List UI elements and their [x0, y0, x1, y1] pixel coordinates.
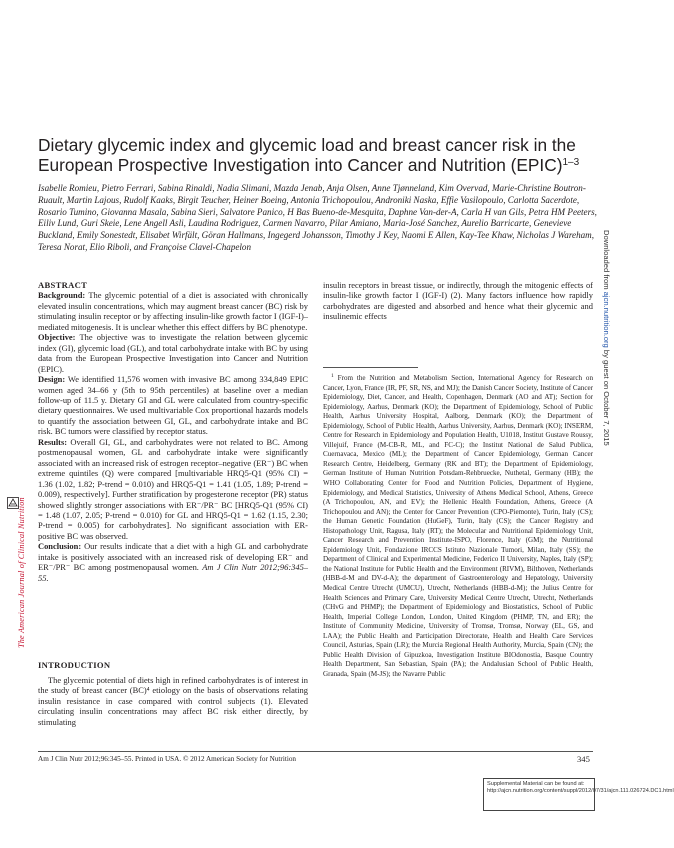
abstract-heading: ABSTRACT [38, 280, 88, 290]
download-notice [602, 230, 623, 560]
supplemental-material-box[interactable]: Supplemental Material can be found at: http://ajcn.nutrition.org/content/suppl/2012/07/31/ajcn.111.026724.DC1.html [483, 778, 595, 811]
footnote-mark: 1 [331, 373, 334, 379]
abstract-citation: Am J Clin Nutr 2012;96:345–55. [38, 562, 309, 583]
abstract-results: Results: Overall GI, GL, and carbohydrates were not related to BC. Among postmenopausal women, GL and carbohydrate intake were significantly associated with an increased risk of estrogen receptor–negative (ER⁻) BC when extreme quintiles (Q) were compared [multivariable HRQ5-Q1 (95% CI) = 1.36 (1.02, 1.82; P-trend = 0.010) and HRQ5-Q1 = 1.41 (1.05, 1.89; P-trend = 0.009), respectively]. Further stratification by progesterone receptor (PR) status showed slightly stronger associations with ER⁻/PR⁻ BC [HRQ5-Q1 (95% CI) = 1.48 (1.07, 2.05; P-trend = 0.010) for GL and HRQ5-Q1 = 1.62 (1.15, 2.30; P-trend = 0.005) for carbohydrates]. No significant association with ER-positive BC was observed. [38, 436, 309, 541]
intro-continued [323, 280, 593, 322]
abstract [38, 280, 308, 583]
journal-name-vertical: The American Journal of Clinical Nutrition [17, 497, 26, 648]
article-title [38, 135, 598, 175]
intro-paragraph: The glycemic potential of diets high in refined carbohydrates is of interest in the study of breast cancer (BC)⁴ etiology on the basis of observations relating insulin resistance in case compared with control subjects (1). Elevated circulating insulin concentrations may affect BC risk either directly, by stimulating [38, 675, 308, 727]
download-link[interactable]: ajcn.nutrition.org [602, 291, 611, 348]
footer-citation: Am J Clin Nutr 2012;96:345–55. Printed in USA. © 2012 American Society for Nutrition [38, 755, 297, 763]
footnote-rule [323, 367, 418, 368]
intro-continued-paragraph: insulin receptors in breast tissue, or indirectly, through the mitogenic effects of insulin-like growth factor I (IGF-I) (2). Many factors influence how rapidly carbohydrates are digested and absorbed and hence what their glycemic and insulinemic effects [323, 280, 593, 322]
abstract-design: Design: We identified 11,576 women with invasive BC among 334,849 EPIC women aged 34–66 y (5th to 95th percentiles) at baseline over a median follow-up of 11.5 y. Dietary GI and GL were calculated from country-specific dietary questionnaires. We used multivariable Cox proportional hazards models to quantify the association between GI, GL, and carbohydrate intake and BC risk. BC tumors were classified by receptor status. [38, 374, 308, 437]
abstract-conclusion: Conclusion: Our results indicate that a diet with a high GL and carbohydrate intake is positively associated with an increased risk of developing ER⁻ and ER⁻/PR⁻ BC among postmenopausal women. Am J Clin Nutr 2012;96:345–55. [38, 541, 309, 583]
footnote-text: $^1$ From the Nutrition and Metabolism Section, International Agency for Research on Cancer, Lyon, France (IR, PF, SR, NS, and MJ); the Danish Cancer Society, Institute of Cancer Epidemiology, Diet, Cancer, and Health, Copenhagen, Denmark (AO and AT); Section for Epidemiology, Aarhus, Denmark (KO); the Department of Epidemiology, School of Public Health, Aarhus University Hospital, Aalborg, Denmark (KO); the Department of Epidemiology, School of Public Health, Aarhus University, Aarhus, Denmark (KO); INSERM, Centre for Research in Epidemiology and Population Health, U1018, Institut Gustave Roussy, Villejuif, France (M-CB-R, ML, and FC-C); the Institut National de Salud Publica, Cuernavaca, Mexico (ML); the Department of Cancer Epidemiology, German Cancer Research Centre, Heidelberg, Germany (RK and BT); the Department of Epidemiology, German Institute of Human Nutrition Potsdam-Rehbruecke, Nuthetal, Germany (HB); the WHO Collaborating Center for Food and Nutrition Policies, Department of Hygiene, Epidemiology, and Medical Statistics, University of Athens Medical School, Athens, Greece (A Trichopoulou, AN, and EV); the Hellenic Health Foundation, Athens, Greece (A Trichopoulou and AN); the Center for Cancer Prevention (CPO-Piemonte), Turin, Italy (CS); the Human Genetic Foundation (HuGeF), Turin, Italy (CS); the Cancer Registry and Histopathology Unit, Ragusa, Italy (RT); the Molecular and Nutritional Epidemiology Unit, Cancer Research and Prevention Institute-ISPO, Florence, Italy (GM); the Nutritional Epidemiology Unit, Fondazione IRCCS Istituto Nazionale Tumori, Milan, Italy (SS); the Department of Clinical and Experimental Medicine, Federico II University, Naples, Italy (SP); the National Institute for Public Health and the Environment (RIVM), Bilthoven, Netherlands (HBB-d-M and DV-d-A); the department of Gastroenterology and Hepatology, University Medical Centre Utrecht (UMCU), Utrecht, Netherlands (HBB-d-M); the Julius Centre for Health Sciences and Primary Care, University Medical Centre Utrecht, Utrecht, Netherlands (CHvG and PHMP); the Department of Epidemiology and Biostatistics, School of Public Health, Imperial College London, London, United Kingdom (PHMP, TN, and ER); the Institute of Community Medicine, University of Tromsø, Tromsø, Norway (EL, GS, and LAA); the Public Health and Participation Directorate, Health and Health Care Services Council, Asturias, Spain (LR); the Murcia Regional Health Authority, Murcia, Spain (CN); the Public Health Division of Gipuzkoa, Investigation Institute BIOdonostia, Basque Country Health Department, San Sebastian, Spain (PA); the Andalusian School of Public Health, Granada, Spain (M-JS); the Navarre Public [323, 373, 593, 678]
title-main: Dietary glycemic index and glycemic load and breast cancer risk in the European Prospective Investigation into Cancer and Nutrition (EPIC) [38, 135, 576, 175]
abstract-background: Background: The glycemic potential of a diet is associated with chronically elevated insulin concentrations, which may augment breast cancer (BC) risk by stimulating insulin receptor or by affecting insulin-like growth factor I (IGF-I)–mediated mitogenesis. It is unclear whether this effect differs by BC phenotype. [38, 290, 308, 332]
download-suffix: by guest on October 7, 2015 [602, 347, 611, 446]
download-prefix: Downloaded from [602, 230, 611, 292]
page-number: 345 [577, 754, 590, 764]
abstract-objective: Objective: The objective was to investigate the relation between glycemic index (GI), glycemic load (GL), and total carbohydrate intake with BC by using data from the European Prospective Investigation into Cancer and Nutrition (EPIC). [38, 332, 308, 374]
journal-logo-icon [7, 497, 19, 509]
title-footnote-marks: 1–3 [562, 157, 580, 168]
footer-rule [38, 751, 593, 752]
author-list: Isabelle Romieu, Pietro Ferrari, Sabina Rinaldi, Nadia Slimani, Mazda Jenab, Anja Olsen, Anne Tjønneland, Kim Overvad, Marie-Christine Boutron-Ruault, Martin Lajous, Rudolf Kaaks, Birgit Teucher, Heiner Boeing, Antonia Trichopoulou, Androniki Naska, Effie Vasilopoulo, Carlotta Sacerdote, Rosario Tumino, Giovanna Masala, Sabina Sieri, Salvatore Panico, H Bas Bueno-de-Mesquita, Daphne Van-der-A, Carla H van Gils, Petra HM Peeters, Eiliv Lund, Guri Skeie, Lene Angell Asli, Laudina Rodriguez, Carmen Navarro, Pilar Amiano, Maria-José Sanchez, Aurelio Barricarte, Genevieve Buckland, Emily Sonestedt, Elisabet Wirfält, Göran Hallmans, Ingegerd Johansson, Timothy J Key, Naomi E Allen, Kay-Tee Khaw, Nicholas J Wareham, Teresa Norat, Elio Riboli, and Françoise Clavel-Chapelon [38, 183, 597, 252]
intro-body [38, 675, 308, 727]
journal-sidebar [6, 330, 26, 650]
intro-heading: INTRODUCTION [38, 660, 111, 670]
affiliation-footnote [323, 367, 593, 680]
